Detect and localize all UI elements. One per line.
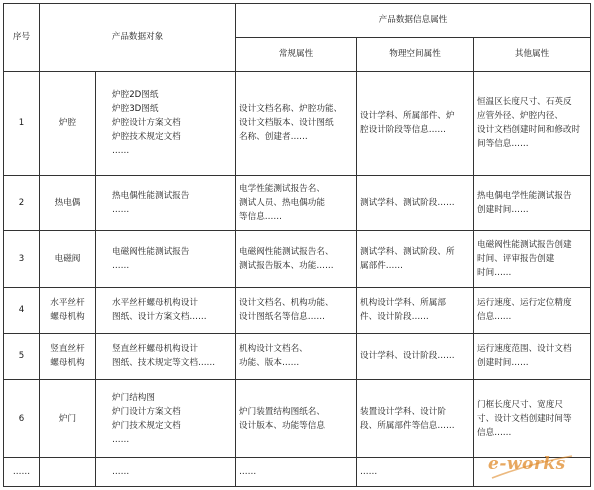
cell-line: 创建时间…… — [477, 358, 529, 369]
row-physical — [357, 333, 474, 379]
cell-line: 电磁阀性能测试报告名、 — [239, 246, 334, 257]
row-seq: 2 — [4, 175, 40, 230]
cell-line: 炉门结构图 — [112, 392, 155, 403]
row-seq: 3 — [4, 230, 40, 287]
cell-line: 螺母机构 — [50, 312, 85, 323]
cell-line: 运行速度、运行定位精度 — [477, 298, 572, 309]
row-general — [236, 458, 357, 487]
row-physical — [357, 230, 474, 287]
cell-line: 恒温区长度尺寸、石英反 — [477, 97, 572, 108]
row-objects — [96, 175, 236, 230]
row-other — [474, 379, 591, 458]
row-objects — [96, 287, 236, 333]
cell-line: 热电偶性能测试报告 — [112, 190, 190, 201]
row-physical — [357, 175, 474, 230]
row-seq: …… — [4, 458, 40, 487]
row-name: 电磁阀 — [40, 230, 96, 287]
row-objects — [96, 379, 236, 458]
header-physical: 物理空间属性 — [357, 37, 474, 71]
cell-line: 测试报告版本、功能…… — [239, 260, 334, 271]
header-other: 其他属性 — [474, 37, 591, 71]
cell-line: 等信息…… — [239, 211, 282, 222]
row-seq: 5 — [4, 333, 40, 379]
row-other — [474, 175, 591, 230]
header-row-1 — [4, 4, 591, 38]
cell-line: 炉腔2D图纸 — [112, 90, 159, 101]
row-objects — [96, 458, 236, 487]
row-name: 炉腔 — [40, 71, 96, 175]
row-general — [236, 71, 357, 175]
row-other — [474, 71, 591, 175]
cell-line: 水平丝杆螺母机构设计 — [112, 298, 198, 309]
cell-line: 炉门技术规定文档 — [112, 420, 181, 431]
row-objects — [96, 71, 236, 175]
cell-line: 时间…… — [477, 267, 512, 278]
row-name — [40, 458, 96, 487]
cell-line: 热电偶电学性能测试报告 — [477, 190, 572, 201]
cell-line: 间等信息…… — [477, 139, 529, 150]
cell-line: 设计图纸名等信息…… — [239, 312, 325, 323]
cell-line: 竖直丝杆 — [50, 344, 85, 355]
row-general — [236, 230, 357, 287]
row-other — [474, 230, 591, 287]
cell-line: 创建时间…… — [477, 204, 529, 215]
product-data-table — [3, 3, 591, 487]
row-objects — [96, 333, 236, 379]
row-general — [236, 287, 357, 333]
cell-line: 竖直丝杆螺母机构设计 — [112, 344, 198, 355]
row-name: 炉门 — [40, 379, 96, 458]
cell-line: 寸、设计文档创建时间等 — [477, 413, 572, 424]
cell-line: …… — [112, 434, 130, 445]
row-physical — [357, 458, 474, 487]
row-seq: 1 — [4, 71, 40, 175]
watermark-text: e-works — [488, 454, 566, 474]
cell-line: 设计学科、设计阶段…… — [360, 351, 455, 362]
cell-line: 设计学科、所属部件、炉 — [360, 111, 455, 122]
header-seq: 序号 — [4, 4, 40, 72]
cell-line: 测试学科、测试阶段、所 — [360, 246, 455, 257]
cell-line: 电学性能测试报告名、 — [239, 183, 325, 194]
row-seq: 6 — [4, 379, 40, 458]
cell-line: 信息…… — [477, 312, 512, 323]
row-physical — [357, 71, 474, 175]
cell-line: 段、所属部件等信息…… — [360, 420, 455, 431]
table-row — [4, 175, 591, 230]
table-row — [4, 71, 591, 175]
cell-line: 电磁阀性能测试报告创建 — [477, 239, 572, 250]
cell-line: 测试人员、热电偶功能 — [239, 197, 325, 208]
row-name — [40, 287, 96, 333]
row-general — [236, 175, 357, 230]
row-physical — [357, 287, 474, 333]
cell-line: 应管外径、炉腔内径、 — [477, 111, 563, 122]
cell-line: 腔设计阶段等信息…… — [360, 125, 446, 136]
cell-line: 炉门设计方案文档 — [112, 406, 181, 417]
cell-line: 图纸、技术规定等文档…… — [112, 358, 216, 369]
cell-line: 炉腔技术规定文档 — [112, 132, 181, 143]
row-general — [236, 333, 357, 379]
cell-line: 装置设计学科、设计阶 — [360, 406, 446, 417]
header-info-group: 产品数据信息属性 — [236, 4, 591, 38]
cell-line: 机构设计文档名、 — [239, 344, 308, 355]
cell-line: 运行速度范围、设计文档 — [477, 344, 572, 355]
cell-line: 设计文档版本、设计图纸 — [239, 118, 334, 129]
cell-line: 水平丝杆 — [50, 298, 85, 309]
table-row — [4, 333, 591, 379]
table-row — [4, 230, 591, 287]
header-object: 产品数据对象 — [40, 4, 236, 72]
cell-line: …… — [112, 467, 130, 478]
row-general — [236, 379, 357, 458]
row-seq: 4 — [4, 287, 40, 333]
cell-line: 电磁阀性能测试报告 — [112, 246, 190, 257]
cell-line: 螺母机构 — [50, 358, 85, 369]
cell-line: 设计文档创建时间和修改时 — [477, 125, 581, 136]
cell-line: 图纸、设计方案文档…… — [112, 312, 207, 323]
cell-line: …… — [112, 146, 130, 157]
cell-line: 名称、创建者…… — [239, 132, 308, 143]
cell-line: 炉腔3D图纸 — [112, 104, 159, 115]
cell-line: 设计文档名、机构功能、 — [239, 298, 334, 309]
cell-line: 属部件…… — [360, 260, 403, 271]
header-general: 常规属性 — [236, 37, 357, 71]
cell-line: …… — [239, 467, 257, 478]
cell-line: 设计文档名称、炉腔功能、 — [239, 104, 343, 115]
cell-line: 功能、版本…… — [239, 358, 300, 369]
cell-line: 设计版本、功能等信息 — [239, 420, 325, 431]
table-row — [4, 379, 591, 458]
cell-line: 门框长度尺寸、宽度尺 — [477, 399, 563, 410]
row-other — [474, 287, 591, 333]
row-other — [474, 333, 591, 379]
cell-line: 件、设计阶段…… — [360, 312, 429, 323]
row-physical — [357, 379, 474, 458]
cell-line: 时间、评审报告创建 — [477, 253, 555, 264]
cell-line: …… — [360, 467, 378, 478]
row-name — [40, 333, 96, 379]
cell-line: 测试学科、测试阶段…… — [360, 197, 455, 208]
cell-line: 机构设计学科、所属部 — [360, 298, 446, 309]
cell-line: 炉门装置结构图纸名、 — [239, 406, 325, 417]
cell-line: …… — [112, 204, 130, 215]
row-objects — [96, 230, 236, 287]
e-works-watermark — [488, 452, 576, 482]
row-name: 热电偶 — [40, 175, 96, 230]
table-row — [4, 287, 591, 333]
cell-line: …… — [112, 260, 130, 271]
cell-line: 信息…… — [477, 427, 512, 438]
cell-line: 炉腔设计方案文档 — [112, 118, 181, 129]
